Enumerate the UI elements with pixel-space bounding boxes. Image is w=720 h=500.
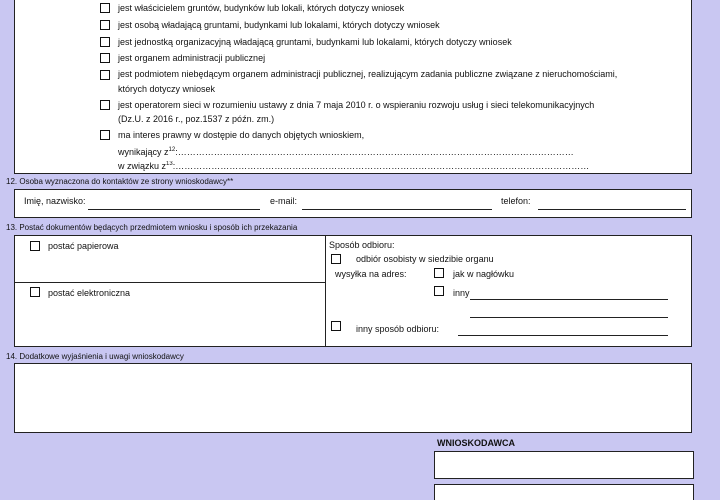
as-header-label: jak w nagłówku xyxy=(453,269,515,279)
electronic-form-checkbox[interactable] xyxy=(30,287,40,297)
resulting-from-dots[interactable]: :…………………………………………………………………………………………………………………… xyxy=(175,147,574,157)
section-14-header: 14. Dodatkowe wyjaśnienia i uwagi wnioskodawcy xyxy=(6,352,184,361)
contact-phone-label: telefon: xyxy=(501,196,531,206)
in-connection-line xyxy=(118,161,666,172)
paper-form-checkbox[interactable] xyxy=(30,241,40,251)
section-13-divider xyxy=(325,235,326,347)
other-method-field[interactable] xyxy=(458,335,668,336)
public-authority-checkbox[interactable] xyxy=(100,53,110,63)
electronic-form-label: postać elektroniczna xyxy=(48,288,131,298)
org-unit-checkbox[interactable] xyxy=(100,37,110,47)
possessor-option-label: jest osobą władającą gruntami, budynkami lub lokalami, których dotyczy wniosek xyxy=(118,20,440,30)
owner-option-label: jest właścicielem gruntów, budynków lub lokali, których dotyczy wniosek xyxy=(118,3,405,13)
applicant-date-box[interactable] xyxy=(434,484,694,500)
in-connection-dots[interactable]: :………………………………………………………………………………………………………………………… xyxy=(172,161,590,171)
other-method-label: inny sposób odbioru: xyxy=(356,324,440,334)
public-task-entity-option-label-cont: których dotyczy wniosek xyxy=(118,84,216,94)
legal-interest-checkbox[interactable] xyxy=(100,130,110,140)
other-address-field-2[interactable] xyxy=(470,317,668,318)
pickup-method-label: Sposób odbioru: xyxy=(329,240,395,250)
section-13-left-split xyxy=(14,282,325,283)
in-connection-label: w związku z xyxy=(118,161,167,171)
applicant-title: WNIOSKODAWCA xyxy=(437,438,515,448)
network-operator-option-label-cont: (Dz.U. z 2016 r., poz.1537 z późn. zm.) xyxy=(118,114,275,124)
personal-pickup-label: odbiór osobisty w siedzibie organu xyxy=(356,254,494,264)
other-address-checkbox[interactable] xyxy=(434,286,444,296)
other-address-field-1[interactable] xyxy=(470,299,668,300)
public-task-entity-checkbox[interactable] xyxy=(100,70,110,80)
network-operator-option-label: jest operatorem sieci w rozumieniu ustawy z dnia 7 maja 2010 r. o wspieraniu rozwoju usług i sieci telekomunikacyjnych xyxy=(118,100,595,110)
public-authority-option-label: jest organem administracji publicznej xyxy=(118,53,266,63)
public-task-entity-option-label: jest podmiotem niebędącym organem administracji publicznej, realizującym zadania publiczne związane z nieruchomościami, xyxy=(118,69,618,79)
other-address-label: inny xyxy=(453,288,470,298)
legal-interest-option-label: ma interes prawny w dostępie do danych objętych wnioskiem, xyxy=(118,130,365,140)
contact-phone-field[interactable] xyxy=(538,209,686,210)
section-13-header: 13. Postać dokumentów będących przedmiotem wniosku i sposób ich przekazania xyxy=(6,223,298,232)
resulting-from-line xyxy=(118,147,574,158)
mail-to-address-label: wysyłka na adres: xyxy=(335,269,407,279)
network-operator-checkbox[interactable] xyxy=(100,100,110,110)
owner-checkbox[interactable] xyxy=(100,3,110,13)
contact-email-label: e-mail: xyxy=(270,196,298,206)
section-12-panel xyxy=(14,189,692,218)
other-method-checkbox[interactable] xyxy=(331,321,341,331)
as-header-checkbox[interactable] xyxy=(434,268,444,278)
section-12-header: 12. Osoba wyznaczona do kontaktów ze strony wnioskodawcy** xyxy=(6,177,234,186)
personal-pickup-checkbox[interactable] xyxy=(331,254,341,264)
possessor-checkbox[interactable] xyxy=(100,20,110,30)
contact-email-field[interactable] xyxy=(302,209,492,210)
additional-remarks-box[interactable] xyxy=(14,363,692,433)
paper-form-label: postać papierowa xyxy=(48,241,119,251)
footnote-13: 13 xyxy=(166,161,173,167)
contact-name-label: Imię, nazwisko: xyxy=(24,196,86,206)
footnote-12: 12 xyxy=(168,147,176,153)
org-unit-option-label: jest jednostką organizacyjną władającą gruntami, budynkami lub lokalami, których dotyczy wniosek xyxy=(118,37,512,47)
contact-name-field[interactable] xyxy=(88,209,260,210)
applicant-signature-box[interactable] xyxy=(434,451,694,479)
resulting-from-label: wynikający z xyxy=(118,147,169,157)
